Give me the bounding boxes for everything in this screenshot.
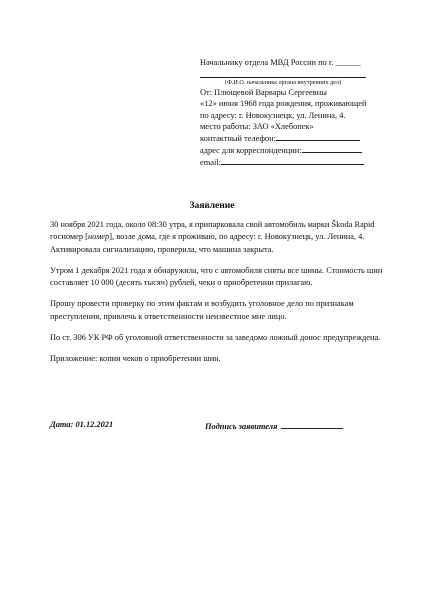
paragraph-attachment: Приложение: копии чеков о приобретении шин.	[50, 354, 221, 364]
signature-label: Подпись заявителя	[205, 422, 278, 431]
signature-line	[281, 420, 343, 429]
addressee-caption: (Ф.И.О. начальника органа внутренних дел)	[224, 79, 342, 87]
phone-blank	[276, 132, 360, 141]
statement-body	[50, 219, 384, 375]
paragraph-incident: 30 ноября 2021 года, около 08:30 утра, я припарковала свой автомобиль марки Škoda Rapid госномер [номер], возле дома, где я проживаю, по адресу: г. Новокузнецк, ул. Ленина, 4. Активировала сигнализацию, проверила, что машина закрыта.	[50, 220, 375, 254]
addressee-block	[200, 57, 378, 169]
applicant-name: От: Плющевой Варвары Сергеевны	[200, 88, 327, 98]
email-blank	[221, 156, 364, 165]
paragraph-discovery: Утром 1 декабря 2021 года я обнаружила, что с автомобиля сняты все шины. Стоимость шин составляет 10 000 (десять тысяч) рублей, чеки о приобретении прилагаю.	[50, 265, 383, 288]
email-label: email:	[200, 158, 221, 168]
signature-field	[205, 420, 343, 431]
document-title: Заявление	[189, 200, 235, 211]
addressee-name-rule	[200, 68, 366, 78]
addressee-line: Начальнику отдела МВД России по г. ______	[200, 58, 361, 67]
paragraph-request: Прошу провести проверку по этим фактам и возбудить уголовное дело по признакам преступления, привлечь к ответственности неизвестное мне лицо.	[50, 299, 354, 321]
applicant-address: по адресу: г. Новокузнецк, ул. Ленина, 4.	[200, 110, 346, 120]
document-date: Дата: 01.12.2021	[50, 420, 114, 429]
applicant-birth: «12» июня 1968 года рождения, проживающей	[200, 99, 367, 109]
mail-label: адрес для корреспонденции:	[200, 146, 302, 156]
applicant-work: место работы: ЗАО «Хлебопек»	[200, 121, 314, 131]
mail-blank	[302, 144, 362, 153]
paragraph-warning: По ст. 306 УК РФ об уголовной ответственности за заведомо ложный донос предупреждена.	[50, 333, 381, 343]
applicant-email	[200, 156, 378, 168]
applicant-mail-address	[200, 144, 378, 156]
applicant-phone	[200, 132, 378, 144]
phone-label: контактный телефон:	[200, 134, 276, 144]
